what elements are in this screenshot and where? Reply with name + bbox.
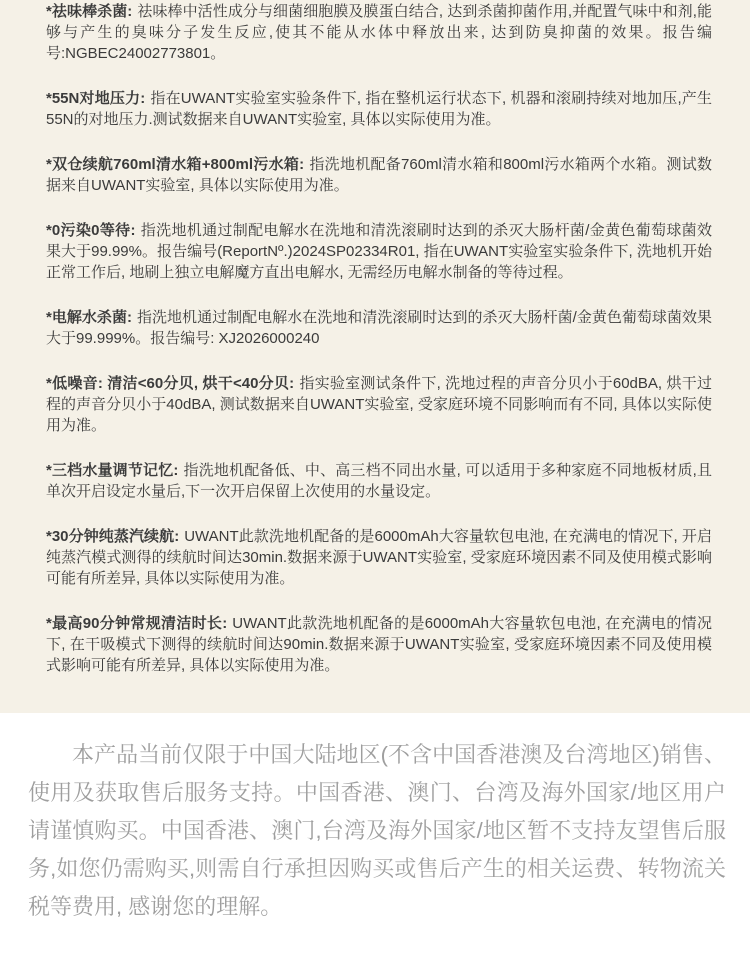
note-label: *30分钟纯蒸汽续航: <box>46 528 180 545</box>
note-body: 指洗地机通过制配电解水在洗地和清洗滚刷时达到的杀灭大肠杆菌/金黄色葡萄球菌效果大于99.99%。报告编号(ReportNº.)2024SP02334R01, 指在UWANT实验室实验条件下, 洗地机开始正常工作后, 地刷上独立电解魔方直出电解水, 无需经历电解水制备的等待过程。 <box>46 222 712 281</box>
note-paragraph <box>46 307 712 349</box>
note-label: *祛味棒杀菌: <box>46 3 133 20</box>
note-label: *低噪音: 清洁<60分贝, 烘干<40分贝: <box>46 375 295 392</box>
note-paragraph <box>46 1 712 64</box>
note-label: *双仓续航760ml清水箱+800ml污水箱: <box>46 156 305 173</box>
note-body: 指洗地机通过制配电解水在洗地和清洗滚刷时达到的杀灭大肠杆菌/金黄色葡萄球菌效果大于99.999%。报告编号: XJ2026000240 <box>46 309 712 347</box>
note-paragraph <box>46 613 712 676</box>
sales-restriction-notice: 本产品当前仅限于中国大陆地区(不含中国香港澳及台湾地区)销售、使用及获取售后服务支持。中国香港、澳门、台湾及海外国家/地区用户请谨慎购买。中国香港、澳门,台湾及海外国家/地区暂不支持友望售后服务,如您仍需购买,则需自行承担因购买或售后产生的相关运费、转物流关税等费用, 感谢您的理解。 <box>28 742 726 919</box>
note-paragraph <box>46 220 712 283</box>
note-body: 指洗地机配备760ml清水箱和800ml污水箱两个水箱。测试数据来自UWANT实验室, 具体以实际使用为准。 <box>46 156 712 194</box>
note-label: *0污染0等待: <box>46 222 136 239</box>
note-body: UWANT此款洗地机配备的是6000mAh大容量软包电池, 在充满电的情况下, 开启纯蒸汽模式测得的续航时间达30min.数据来源于UWANT实验室, 受家庭环境因素不同及使用模式影响可能有所差异, 具体以实际使用为准。 <box>46 528 712 587</box>
note-body: 指实验室测试条件下, 洗地过程的声音分贝小于60dBA, 烘干过程的声音分贝小于40dBA, 测试数据来自UWANT实验室, 受家庭环境不同影响而有不同, 具体以实际使用为准。 <box>46 375 712 434</box>
note-body: UWANT此款洗地机配备的是6000mAh大容量软包电池, 在充满电的情况下, 在干吸模式下测得的续航时间达90min.数据来源于UWANT实验室, 受家庭环境因素不同及使用模式影响可能有所差异, 具体以实际使用为准。 <box>46 615 712 674</box>
note-paragraph <box>46 373 712 436</box>
note-label: *三档水量调节记忆: <box>46 462 179 479</box>
note-body: 指洗地机配备低、中、高三档不同出水量, 可以适用于多种家庭不同地板材质,且单次开启设定水量后,下一次开启保留上次使用的水量设定。 <box>46 462 712 500</box>
note-label: *55N对地压力: <box>46 90 146 107</box>
note-paragraph <box>46 88 712 130</box>
note-body: 祛味棒中活性成分与细菌细胞膜及膜蛋白结合, 达到杀菌抑菌作用,并配置气味中和剂,能够与产生的臭味分子发生反应,使其不能从水体中释放出来, 达到防臭抑菌的效果。报告编号:NGBEC24002773801。 <box>46 3 712 62</box>
note-paragraph <box>46 460 712 502</box>
note-label: *最高90分钟常规清洁时长: <box>46 615 228 632</box>
note-body: 指在UWANT实验室实验条件下, 指在整机运行状态下, 机器和滚刷持续对地加压,产生55N的对地压力.测试数据来自UWANT实验室, 具体以实际使用为准。 <box>46 90 712 128</box>
note-label: *电解水杀菌: <box>46 309 132 326</box>
note-paragraph <box>46 154 712 196</box>
sales-restriction-section <box>0 713 750 954</box>
note-paragraph <box>46 526 712 589</box>
